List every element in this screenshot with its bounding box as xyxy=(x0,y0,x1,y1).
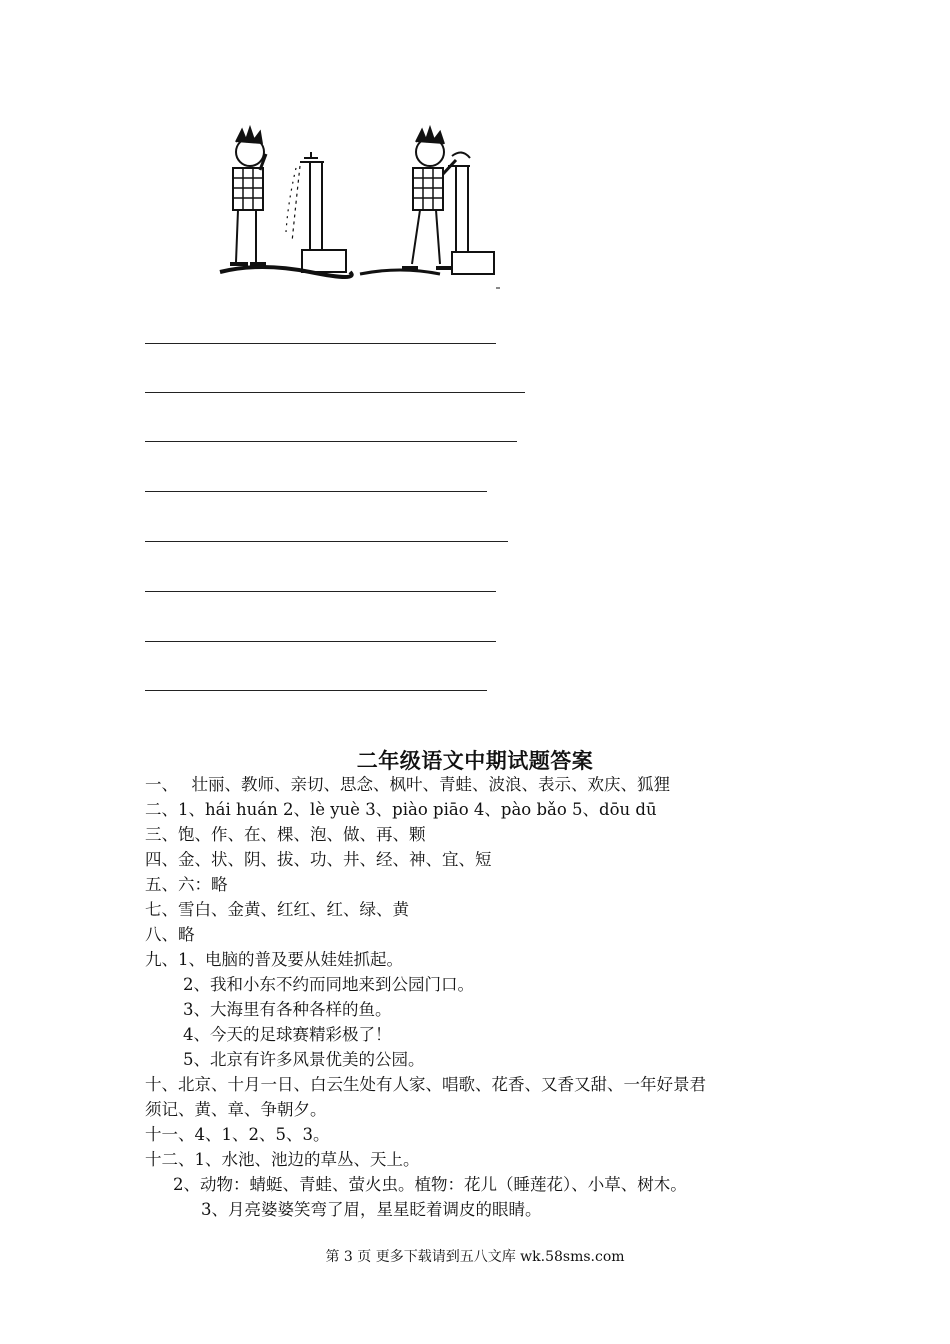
answer-key-body xyxy=(145,772,835,1222)
writing-line[interactable] xyxy=(145,690,487,691)
answer-line: 二、1、hái huán 2、lè yuè 3、piào piāo 4、pào bǎo 5、dōu dū xyxy=(145,800,657,819)
answer-line: 3、月亮婆婆笑弯了眉，星星眨着调皮的眼睛。 xyxy=(201,1200,542,1219)
writing-line[interactable] xyxy=(145,541,508,542)
answer-line: 四、金、状、阴、拔、功、井、经、神、宜、短 xyxy=(145,850,492,869)
water-tap-illustration xyxy=(200,122,500,292)
answer-line: 三、饱、作、在、棵、泡、做、再、颗 xyxy=(145,825,426,844)
answer-key-title: 二年级语文中期试题答案 xyxy=(356,748,594,773)
answer-line: 九、1、电脑的普及要从娃娃抓起。 xyxy=(145,950,403,969)
answer-line: 一、 壮丽、教师、亲切、思念、枫叶、青蛙、波浪、表示、欢庆、狐狸 xyxy=(145,775,670,794)
answer-line: 十一、4、1、2、5、3。 xyxy=(145,1125,330,1144)
writing-line[interactable] xyxy=(145,641,496,642)
answer-line: 十、北京、十月一日、白云生处有人家、唱歌、花香、又香又甜、一年好景君 xyxy=(145,1075,706,1094)
writing-line[interactable] xyxy=(145,491,487,492)
answer-line: 4、今天的足球赛精彩极了！ xyxy=(183,1025,392,1044)
page-footer: 第 3 页 更多下载请到五八文库 wk.58sms.com xyxy=(325,1249,625,1265)
writing-line[interactable] xyxy=(145,392,525,393)
answer-line: 2、我和小东不约而同地来到公园门口。 xyxy=(183,975,474,994)
answer-line: 须记、黄、章、争朝夕。 xyxy=(145,1100,327,1119)
answer-line: 五、六：略 xyxy=(145,875,228,894)
writing-line[interactable] xyxy=(145,441,517,442)
left-boy-figure xyxy=(230,128,266,264)
writing-line[interactable] xyxy=(145,591,496,592)
writing-line[interactable] xyxy=(145,343,496,344)
answer-line: 八、略 xyxy=(145,925,195,944)
right-boy-figure xyxy=(402,128,456,268)
answer-line: 3、大海里有各种各样的鱼。 xyxy=(183,1000,392,1019)
answer-line: 七、雪白、金黄、红红、红、绿、黄 xyxy=(145,900,409,919)
answer-line: 十二、1、水池、池边的草丛、天上。 xyxy=(145,1150,420,1169)
answer-line: 2、动物：蜻蜓、青蛙、萤火虫。植物：花儿（睡莲花）、小草、树木。 xyxy=(173,1175,687,1194)
answer-line: 5、北京有许多风景优美的公园。 xyxy=(183,1050,425,1069)
